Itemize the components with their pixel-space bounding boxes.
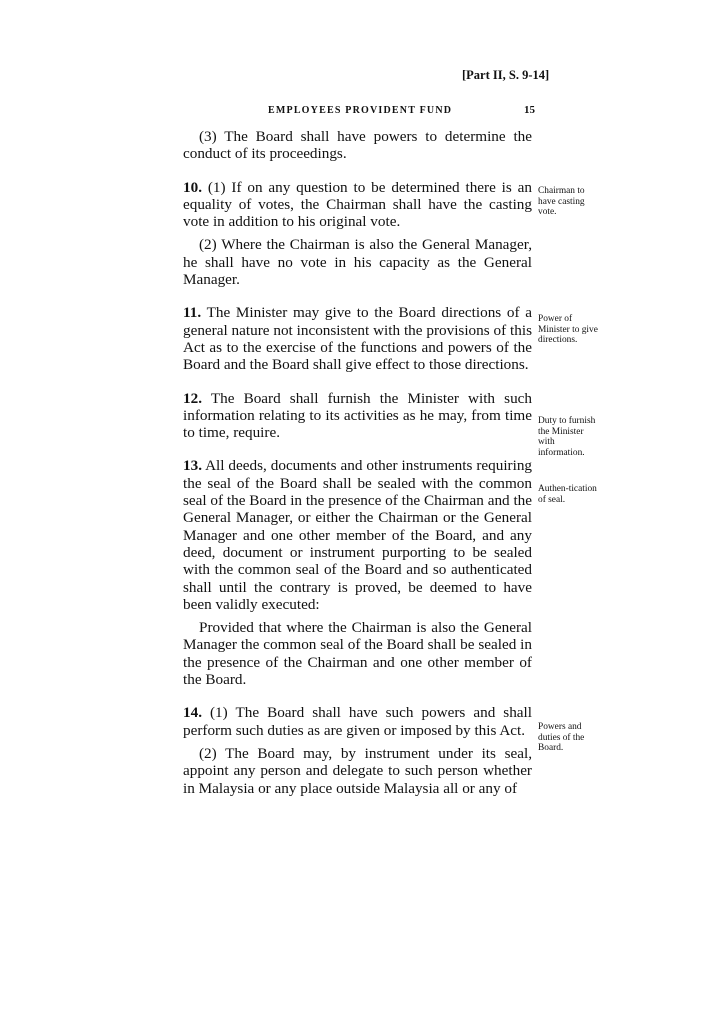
body-text — [183, 128, 532, 797]
part-reference: [Part II, S. 9-14] — [462, 68, 550, 82]
section-14 — [183, 704, 532, 739]
paragraph-text: (1) The Board shall have such powers and shall perform such duties as are given or imposed by this Act. — [183, 704, 532, 739]
paragraph-14-2 — [183, 745, 532, 797]
paragraph-13-proviso — [183, 619, 532, 688]
marginal-note-section-13: Authen-tication of seal. — [538, 484, 597, 505]
marginal-note-section-11: Power of Minister to give directions. — [538, 314, 598, 346]
page-number: 15 — [524, 104, 535, 116]
paragraph-9-3 — [183, 128, 532, 163]
section-12 — [183, 390, 532, 442]
section-13 — [183, 457, 532, 613]
paragraph-text: Provided that where the Chairman is also the General Manager the common seal of the Board shall be sealed in the presence of the Chairman and one other member of the Board. — [183, 619, 532, 689]
section-11 — [183, 304, 532, 373]
section-number: 14. — [183, 704, 202, 722]
paragraph-text: (1) If on any question to be determined there is an equality of votes, the Chairman shall have the casting vote in addition to his original vote. — [183, 178, 532, 231]
paragraph-text: All deeds, documents and other instruments requiring the seal of the Board shall be sealed with the common seal of the Board in the presence of the Chairman and the General Manager, or either the Chairman or the General Manager and one other member of the Board, and any deed, document or instrument purporting to be sealed with the common seal of the Board and so authenticated shall until the contrary is proved, be deemed to have been validly executed: — [183, 457, 532, 613]
section-number: 10. — [183, 178, 202, 196]
section-number: 12. — [183, 389, 202, 407]
paragraph-text: (2) Where the Chairman is also the General Manager, he shall have no vote in his capacity as the General Manager. — [183, 236, 532, 289]
section-10 — [183, 179, 532, 231]
marginal-note-section-10: Chairman to have casting vote. — [538, 186, 585, 218]
marginal-note-section-14: Powers and duties of the Board. — [538, 722, 585, 754]
paragraph-text: The Minister may give to the Board directions of a general nature not inconsistent with the provisions of this Act as to the exercise of the functions and powers of the Board and the Board shall give effect to those directions. — [183, 304, 532, 374]
paragraph-text: (3) The Board shall have powers to determine the conduct of its proceedings. — [183, 128, 532, 163]
section-number: 11. — [183, 304, 202, 322]
paragraph-text: (2) The Board may, by instrument under its seal, appoint any person and delegate to such person whether in Malaysia or any place outside Malaysia all or any of — [183, 744, 532, 797]
running-header-title: EMPLOYEES PROVIDENT FUND — [268, 105, 453, 116]
marginal-note-section-12: Duty to furnish the Minister with information. — [538, 416, 596, 458]
paragraph-text: The Board shall furnish the Minister with such information relating to its activities as he may, from time to time, require. — [183, 389, 532, 442]
paragraph-10-2 — [183, 236, 532, 288]
section-number: 13. — [183, 457, 202, 475]
